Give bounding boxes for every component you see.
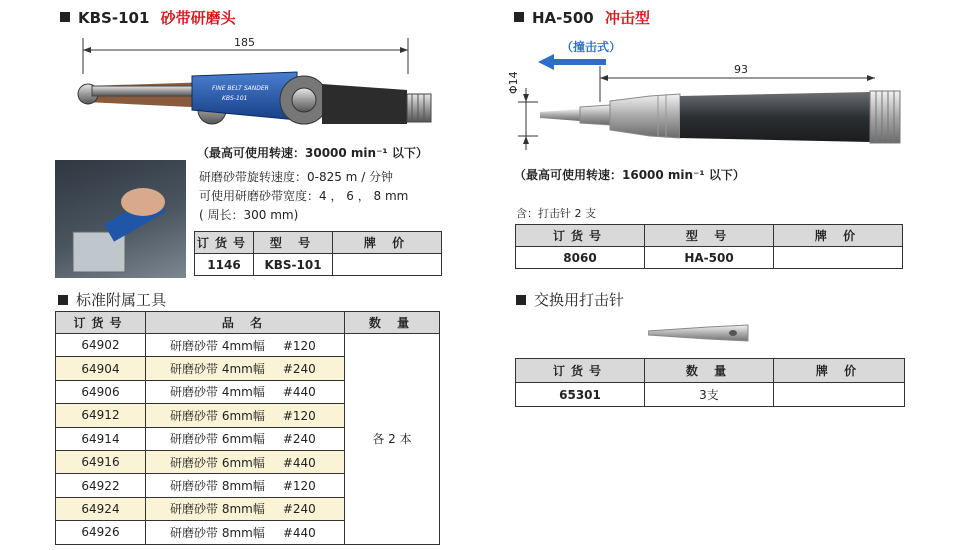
grit: #240 — [282, 502, 316, 517]
kbs-spec-speed: （最高可使用转速：30000 min⁻¹ 以下） — [197, 146, 428, 160]
col-price: 牌 价 — [774, 359, 905, 383]
order-no-cell: 65301 — [516, 383, 645, 407]
table-row — [56, 334, 440, 357]
ha-title-name: 冲击型 — [604, 9, 650, 27]
ha-section-title: HA-500 冲击型 — [514, 7, 650, 28]
order-no-cell: 64912 — [56, 404, 146, 427]
product-name: 研磨砂带 4mm幅 — [170, 385, 265, 400]
order-no-cell: 64922 — [56, 474, 146, 497]
impact-handpiece-image — [540, 88, 910, 148]
square-bullet-icon — [516, 295, 526, 305]
tool-label-line2: KBS-101 — [222, 95, 248, 102]
col-order-no: 订货号 — [195, 232, 254, 254]
model-cell: KBS-101 — [254, 254, 333, 276]
col-order-no: 订货号 — [56, 312, 146, 334]
product-name-cell — [146, 404, 345, 427]
kbs-section-title: KBS-101 砂带研磨头 — [60, 7, 236, 28]
product-name: 研磨砂带 6mm幅 — [170, 408, 265, 423]
product-name-cell — [146, 497, 345, 520]
ha-spec-speed: （最高可使用转速：16000 min⁻¹ 以下） — [514, 168, 745, 182]
order-no-cell: 64914 — [56, 427, 146, 450]
order-no-cell: 64902 — [56, 334, 146, 357]
square-bullet-icon — [58, 295, 68, 305]
kbs-dim-length: 185 — [234, 36, 255, 49]
col-price: 牌 价 — [774, 225, 903, 247]
product-name-cell — [146, 380, 345, 403]
ha-order-table — [515, 224, 903, 269]
grit: #440 — [282, 525, 316, 540]
product-name-cell — [146, 357, 345, 380]
product-name-cell — [146, 521, 345, 544]
order-no-cell: 64906 — [56, 380, 146, 403]
order-no-cell: 64916 — [56, 450, 146, 473]
kbs-order-table — [194, 231, 442, 276]
col-quantity: 数 量 — [645, 359, 774, 383]
grit: #240 — [282, 362, 316, 377]
price-cell — [774, 383, 905, 407]
col-price: 牌 价 — [333, 232, 442, 254]
product-name: 研磨砂带 8mm幅 — [170, 479, 265, 494]
col-order-no: 订货号 — [516, 225, 645, 247]
col-product-name: 品 名 — [146, 312, 345, 334]
ha-dim-length: 93 — [734, 63, 748, 76]
price-cell — [774, 247, 903, 269]
pins-table — [515, 358, 905, 407]
product-name: 研磨砂带 4mm幅 — [170, 362, 265, 377]
product-name-cell — [146, 334, 345, 357]
kbs-title-name: 砂带研磨头 — [160, 9, 236, 27]
square-bullet-icon — [514, 12, 524, 22]
product-name: 研磨砂带 6mm幅 — [170, 455, 265, 470]
order-no-cell: 64924 — [56, 497, 146, 520]
product-name-cell — [146, 474, 345, 497]
product-name: 研磨砂带 6mm幅 — [170, 432, 265, 447]
ha-includes: 含：打击针 2 支 — [516, 207, 596, 220]
stroke-label: （撞击式） — [561, 40, 622, 54]
product-name: 研磨砂带 8mm幅 — [170, 525, 265, 540]
order-no-cell: 64926 — [56, 521, 146, 544]
price-cell — [333, 254, 442, 276]
square-bullet-icon — [60, 12, 70, 22]
col-order-no: 订货号 — [516, 359, 645, 383]
model-cell: HA-500 — [645, 247, 774, 269]
kbs-spec-perimeter: ( 周长：300 mm) — [199, 208, 299, 222]
quantity-cell: 各 2 本 — [345, 334, 440, 545]
product-name-cell — [146, 450, 345, 473]
kbs-spec-belt-speed: 研磨砂带旋转速度：0-825 m / 分钟 — [199, 170, 394, 184]
quantity-cell: 3支 — [645, 383, 774, 407]
kbs-spec-belt-width: 可使用研磨砂带宽度：4 ， 6 ， 8 mm — [199, 189, 409, 203]
accessories-table — [55, 311, 440, 545]
product-name: 研磨砂带 8mm幅 — [170, 502, 265, 517]
grit: #240 — [282, 432, 316, 447]
grit: #120 — [282, 408, 316, 423]
grit: #440 — [282, 455, 316, 470]
order-no-cell: 64904 — [56, 357, 146, 380]
belt-sander-image — [72, 62, 437, 142]
usage-photo — [55, 160, 186, 278]
tool-label-line1: FINE BELT SANDER — [212, 85, 269, 92]
grit: #440 — [282, 385, 316, 400]
col-quantity: 数 量 — [345, 312, 440, 334]
order-no-cell: 8060 — [516, 247, 645, 269]
col-model: 型 号 — [645, 225, 774, 247]
product-name-cell — [146, 427, 345, 450]
accessories-title: 标准附属工具 — [58, 289, 166, 310]
pins-title: 交换用打击针 — [516, 289, 624, 310]
col-model: 型 号 — [254, 232, 333, 254]
grit: #120 — [282, 479, 316, 494]
grit: #120 — [282, 338, 316, 353]
impact-pin-image — [648, 320, 758, 346]
product-name: 研磨砂带 4mm幅 — [170, 338, 265, 353]
order-no-cell: 1146 — [195, 254, 254, 276]
ha-dim-diameter: Φ14 — [507, 71, 520, 94]
